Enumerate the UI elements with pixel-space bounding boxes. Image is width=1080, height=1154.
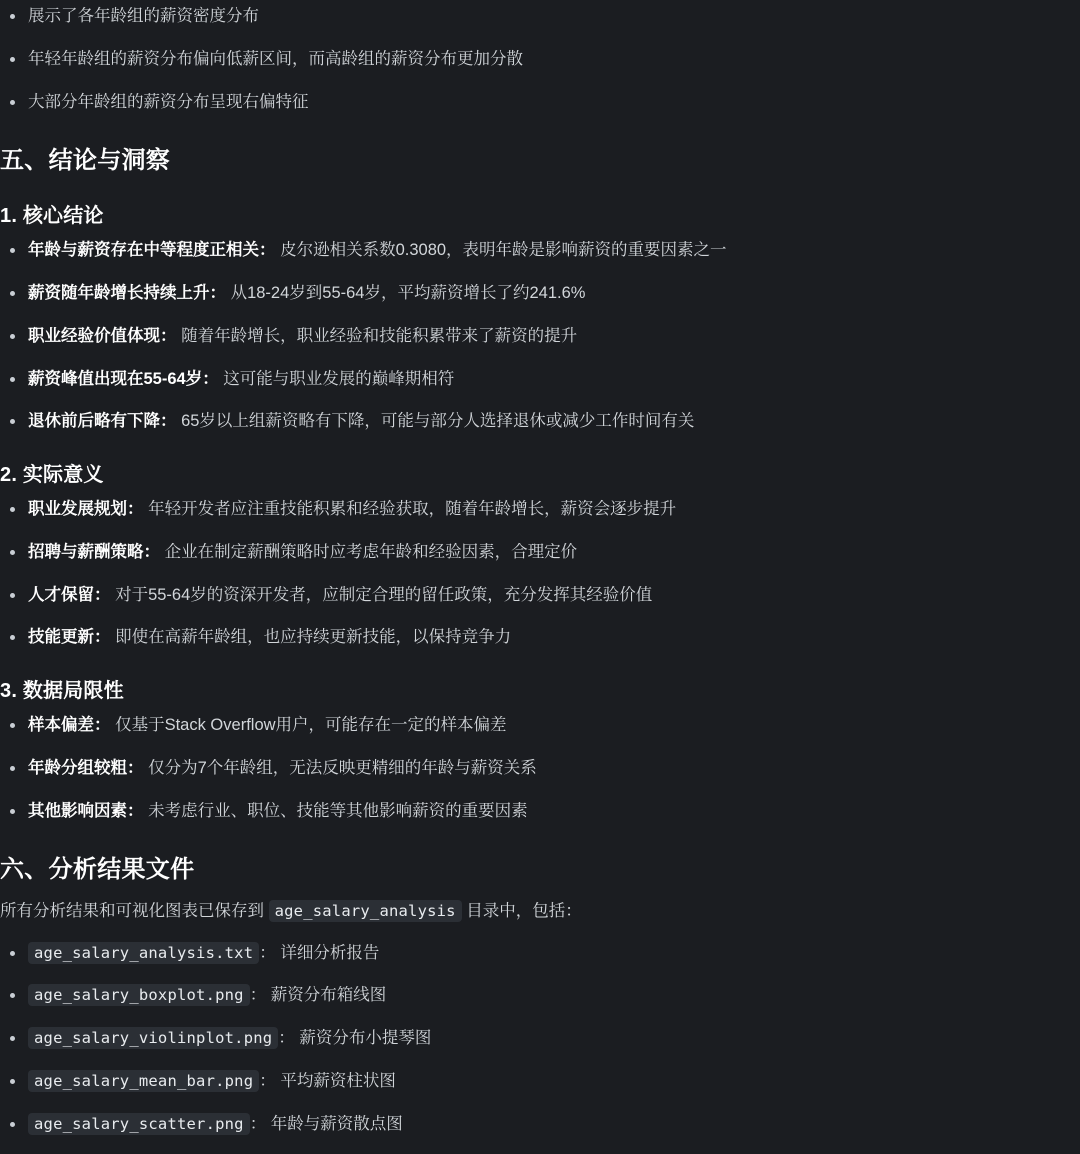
list-item	[0, 1026, 1080, 1051]
file-separator: ：	[249, 1114, 267, 1133]
file-description: 薪资分布箱线图	[266, 986, 387, 1005]
file-separator: ：	[249, 986, 267, 1005]
file-name-code: age_salary_scatter.png	[28, 1113, 250, 1135]
file-name-code: age_salary_boxplot.png	[28, 984, 250, 1006]
list-item-desc: 从18-24岁到55-64岁，平均薪资增长了约241.6%	[226, 284, 586, 302]
core-conclusions-list	[0, 238, 1080, 434]
intro-suffix: 目录中，包括：	[461, 902, 582, 921]
list-item-term: 职业经验价值体现：	[28, 326, 177, 345]
list-item-text: 展示了各年龄组的薪资密度分布	[28, 7, 259, 25]
list-item	[0, 281, 1080, 306]
list-item-term: 退休前后略有下降：	[28, 412, 177, 431]
subsection-heading-core-conclusions: 1. 核心结论	[0, 205, 104, 228]
file-separator: ：	[259, 943, 276, 962]
subsection-heading-practical-meaning: 2. 实际意义	[0, 464, 104, 486]
result-files-list	[0, 941, 1080, 1137]
list-item	[0, 90, 1080, 115]
list-item	[0, 4, 1080, 29]
list-item	[0, 713, 1080, 738]
list-item	[0, 497, 1080, 522]
list-item-term: 薪资峰值出现在55-64岁：	[28, 369, 219, 388]
list-item-desc: 未考虑行业、职位、技能等其他影响薪资的重要因素	[143, 801, 528, 820]
list-item-term: 年龄分组较粗：	[28, 758, 144, 777]
file-description: 详细分析报告	[275, 943, 380, 962]
result-files-intro	[0, 898, 1080, 924]
list-item-term: 职业发展规划：	[28, 500, 144, 518]
list-item	[0, 1112, 1080, 1137]
list-item	[0, 47, 1080, 72]
list-item-term: 其他影响因素：	[28, 801, 144, 820]
list-item-desc: 65岁以上组薪资略有下降，可能与部分人选择退休或减少工作时间有关	[176, 412, 695, 431]
list-item-desc: 皮尔逊相关系数0.3080，表明年龄是影响薪资的重要因素之一	[275, 241, 727, 260]
list-item	[0, 756, 1080, 781]
list-item	[0, 941, 1080, 966]
list-item	[0, 799, 1080, 824]
file-description: 薪资分布小提琴图	[294, 1029, 432, 1048]
file-description: 年龄与薪资散点图	[266, 1114, 403, 1133]
section-heading-result-files: 六、分析结果文件	[0, 856, 195, 884]
list-item-term: 薪资随年龄增长持续上升：	[28, 284, 226, 302]
list-item	[0, 409, 1080, 434]
list-item-term: 招聘与薪酬策略：	[28, 542, 160, 561]
list-item	[0, 324, 1080, 349]
list-item-term: 样本偏差：	[28, 716, 111, 734]
intro-prefix: 所有分析结果和可视化图表已保存到	[0, 902, 269, 921]
file-name-code: age_salary_violinplot.png	[28, 1027, 278, 1049]
list-item	[0, 583, 1080, 608]
list-item-desc: 这可能与职业发展的巅峰期相符	[218, 369, 455, 388]
file-description: 平均薪资柱状图	[275, 1071, 396, 1090]
list-item-desc: 年轻开发者应注重技能积累和经验获取，随着年龄增长，薪资会逐步提升	[143, 500, 677, 518]
list-item	[0, 625, 1080, 650]
list-item-desc: 仅基于Stack Overflow用户，可能存在一定的样本偏差	[110, 716, 507, 734]
density-findings-list	[0, 4, 1080, 114]
subsection-heading-data-limitations: 3. 数据局限性	[0, 680, 124, 702]
data-limitations-list	[0, 713, 1080, 823]
document-page	[0, 4, 1080, 1136]
list-item-desc: 即使在高薪年龄组，也应持续更新技能，以保持竞争力	[110, 628, 512, 647]
section-heading-conclusions: 五、结论与洞察	[0, 147, 171, 175]
list-item	[0, 367, 1080, 392]
list-item-desc: 企业在制定薪酬策略时应考虑年龄和经验因素，合理定价	[160, 542, 578, 561]
list-item-term: 技能更新：	[28, 628, 111, 647]
list-item-text: 年轻年龄组的薪资分布偏向低薪区间，而高龄组的薪资分布更加分散	[28, 49, 523, 68]
file-name-code: age_salary_mean_bar.png	[28, 1070, 259, 1092]
output-directory-code: age_salary_analysis	[269, 900, 462, 922]
list-item-desc: 对于55-64岁的资深开发者，应制定合理的留任政策，充分发挥其经验价值	[110, 585, 653, 604]
list-item	[0, 1069, 1080, 1094]
practical-meaning-list	[0, 497, 1080, 650]
list-item-term: 人才保留：	[28, 585, 111, 604]
list-item	[0, 238, 1080, 263]
list-item	[0, 540, 1080, 565]
list-item-term: 年龄与薪资存在中等程度正相关：	[28, 241, 276, 260]
file-separator: ：	[259, 1071, 276, 1090]
list-item-desc: 仅分为7个年龄组，无法反映更精细的年龄与薪资关系	[143, 758, 537, 777]
list-item-text: 大部分年龄组的薪资分布呈现右偏特征	[28, 92, 309, 111]
file-separator: ：	[278, 1029, 295, 1048]
file-name-code: age_salary_analysis.txt	[28, 942, 259, 964]
list-item	[0, 983, 1080, 1008]
list-item-desc: 随着年龄增长，职业经验和技能积累带来了薪资的提升	[176, 326, 578, 345]
